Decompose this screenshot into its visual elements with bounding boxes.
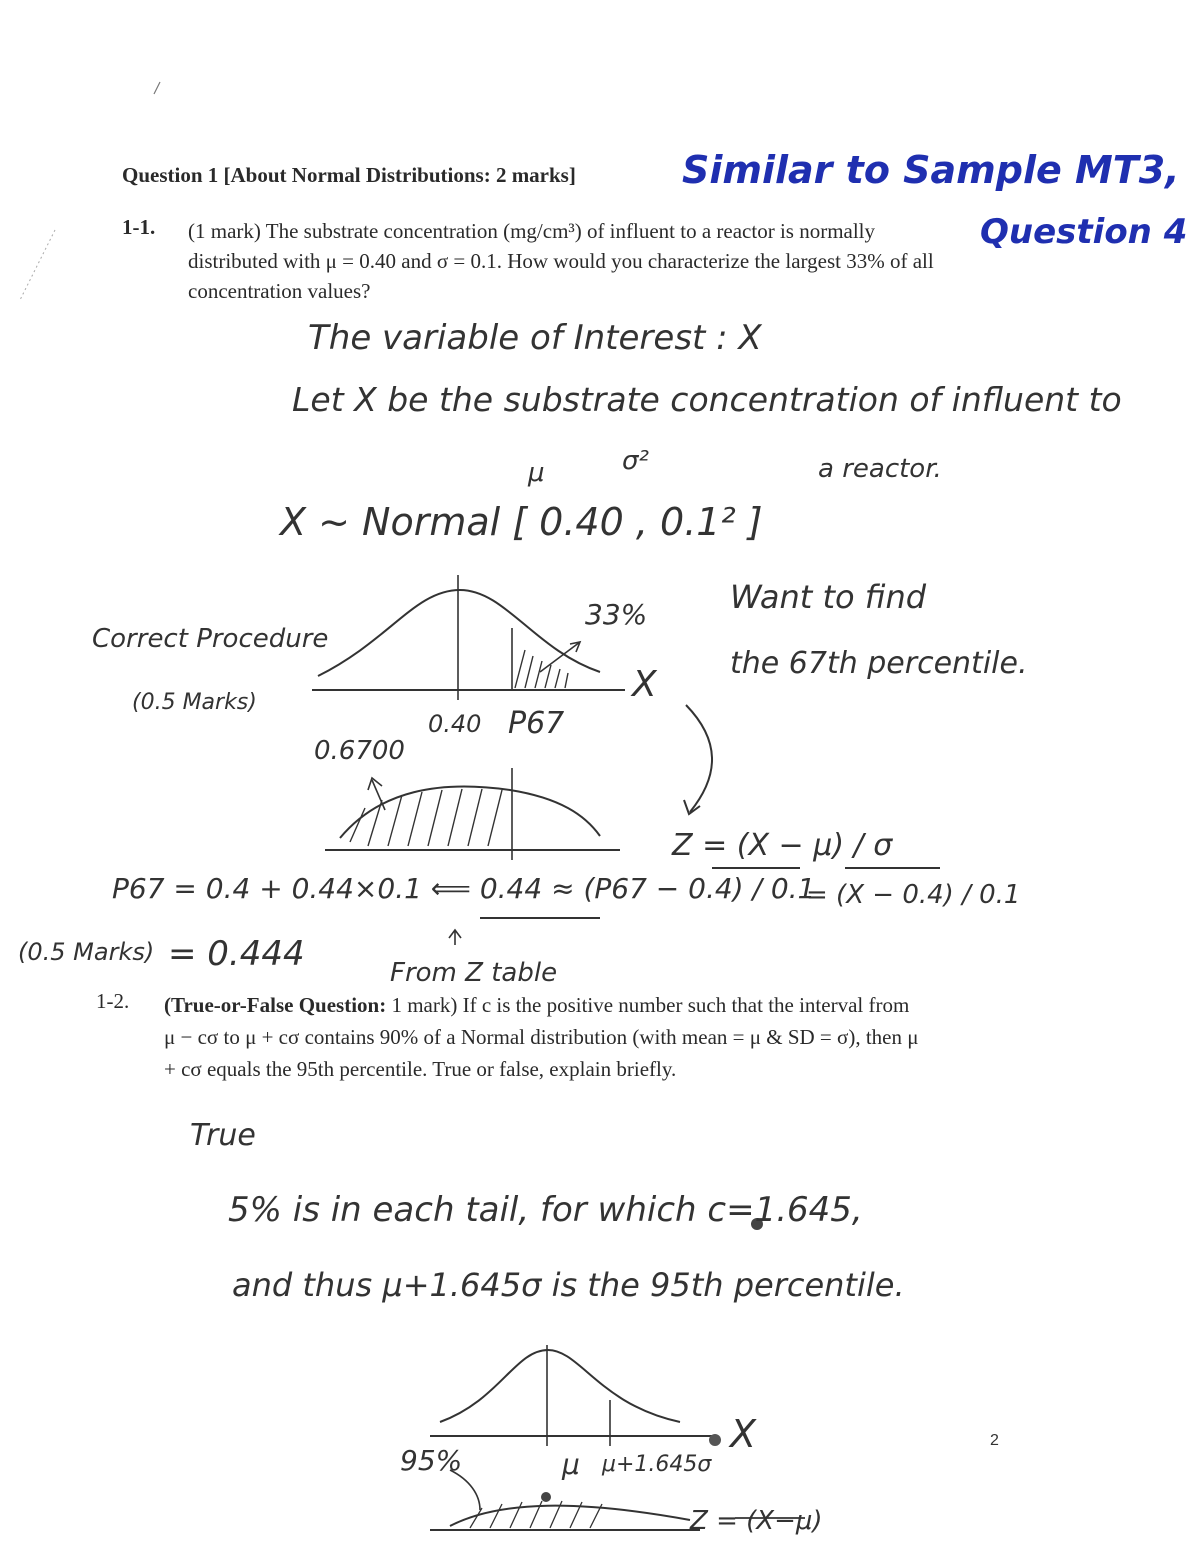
similar-note: Similar to Sample MT3,	[682, 148, 1180, 192]
z-formula-right: = (X − 0.4) / 0.1	[806, 880, 1021, 910]
normal-curve-1	[312, 575, 625, 700]
variable-of-interest: The variable of Interest : X	[308, 318, 762, 358]
q1-2-line1-rest: 1 mark) If c is the positive number such that the interval from	[386, 993, 910, 1017]
mean-tick-label: 0.40	[428, 710, 482, 738]
procedure-marks: (0.5 Marks)	[132, 690, 257, 715]
p67-calculation: P67 = 0.4 + 0.44×0.1 ⟸ 0.44 ≈ (P67 − 0.4) / 0.1	[112, 872, 816, 905]
curve3-z-formula: Z = (X−μ)	[690, 1506, 823, 1536]
q1-2-line3: + cσ equals the 95th percentile. True or false, explain briefly.	[164, 1057, 677, 1081]
let-x-definition: Let X be the substrate concentration of influent to	[292, 380, 1122, 419]
q1-2-bold-prefix: (True-or-False Question:	[164, 993, 387, 1017]
curve3-upper-bound: μ+1.645σ	[602, 1452, 712, 1477]
q1-2-line2: μ − cσ to μ + cσ contains 90% of a Normal distribution (with mean = μ & SD = σ), then μ	[164, 1025, 919, 1049]
distribution-statement: X ~ Normal [ 0.40 , 0.1² ]	[280, 500, 763, 544]
reactor-continuation: a reactor.	[818, 454, 942, 484]
percentile-conclusion: and thus μ+1.645σ is the 95th percentile.	[232, 1266, 905, 1304]
z-formula-left: Z = (X − μ) / σ	[672, 828, 893, 863]
q1-2-line1	[164, 990, 909, 1021]
procedure-label: Correct Procedure	[92, 624, 329, 654]
question-ref-note: Question 4	[980, 212, 1188, 252]
area-label: 0.6700	[314, 736, 405, 766]
want-line-2: the 67th percentile.	[730, 646, 1028, 681]
curve3-x-label: X	[730, 1412, 757, 1456]
normal-curve-2	[325, 768, 620, 860]
final-answer: = 0.444	[168, 934, 305, 974]
q1-1-number: 1-1.	[122, 215, 156, 239]
q1-1-line1: (1 mark) The substrate concentration (mg/cm³) of influent to a reactor is normally	[188, 219, 876, 243]
sigma-squared-label: σ²	[622, 446, 649, 476]
q1-2-number: 1-2.	[96, 989, 130, 1013]
curve3-mu: μ	[562, 1448, 580, 1481]
tail-percent-label: 33%	[585, 598, 648, 631]
question-heading	[122, 160, 576, 191]
question-heading-text: Question 1 [About Normal Distributions: 2 marks]	[122, 163, 576, 187]
page-number: 2	[990, 1432, 999, 1449]
curve1-x-label: X	[632, 664, 657, 705]
want-line-1: Want to find	[730, 578, 927, 616]
tail-explanation: 5% is in each tail, for which c=1.645,	[228, 1190, 863, 1230]
mu-label: μ	[528, 458, 545, 488]
true-verdict: True	[190, 1118, 256, 1153]
q1-1-line3: concentration values?	[188, 279, 371, 303]
p67-tick-label: P67	[508, 706, 565, 741]
answer-marks: (0.5 Marks)	[18, 938, 155, 966]
curve3-percent: 95%	[400, 1444, 463, 1477]
q1-1-line2: distributed with μ = 0.40 and σ = 0.1. How would you characterize the largest 33% of all	[188, 249, 934, 273]
from-z-table: From Z table	[390, 958, 558, 988]
